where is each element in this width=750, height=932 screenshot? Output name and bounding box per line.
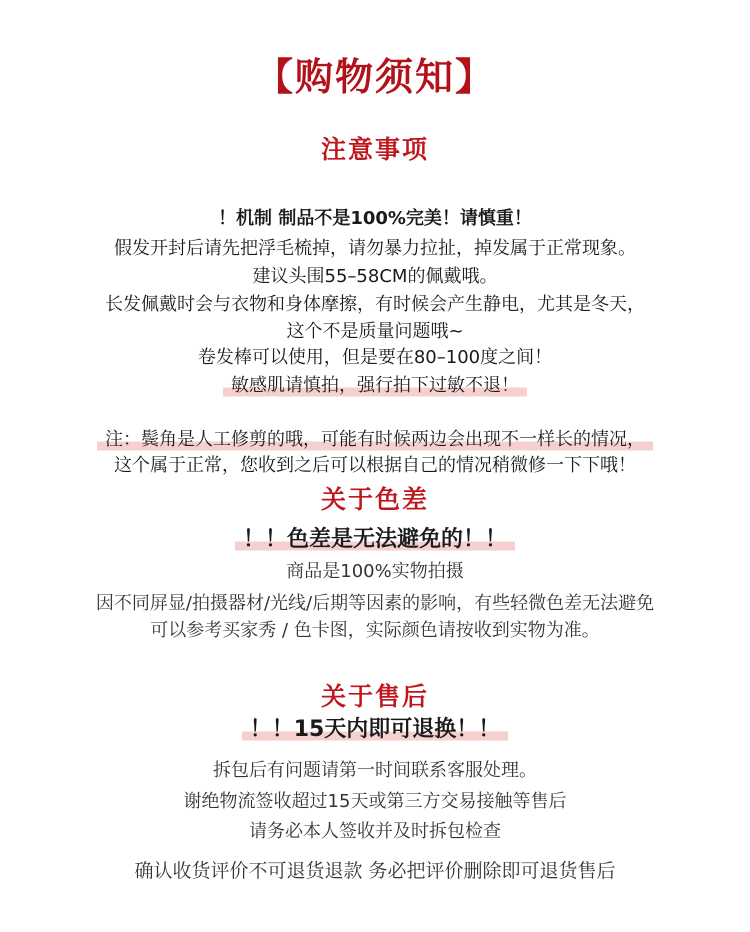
notice-line-7 — [0, 372, 750, 400]
notice-line-2: 假发开封后请先把浮毛梳掉，请勿暴力拉扯，掉发属于正常现象。 — [114, 238, 636, 259]
after-sale-line-4: 确认收货评价不可退货退款 务必把评价删除即可退货售后 — [134, 860, 616, 882]
notice-heading: 注意事项 — [320, 135, 429, 164]
notice-line-4: 长发佩戴时会与衣物和身体摩擦，有时候会产生静电，尤其是冬天， — [105, 294, 645, 315]
after-sale-line-1: 拆包后有问题请第一时间联系客服处理。 — [213, 760, 537, 781]
notice-line-1: ！机制 制品不是100%完美！请慎重！ — [218, 208, 532, 229]
color-diff-highlight: ！！色差是无法避免的！！ — [235, 526, 515, 554]
note-line-1 — [0, 426, 750, 454]
notice-line-5: 这个不是质量问题哦~ — [286, 321, 464, 342]
color-diff-line-1: 商品是100%实物拍摄 — [286, 561, 464, 582]
color-diff-heading: 关于色差 — [320, 485, 429, 514]
after-sale-line-3: 请务必本人签收并及时拆包检查 — [249, 821, 501, 842]
note-highlight: 注：鬓角是人工修剪的哦，可能有时候两边会出现不一样长的情况， — [97, 426, 653, 454]
after-sale-line-2: 谢绝物流签收超过15天或第三方交易接触等售后 — [183, 791, 567, 812]
after-sale-heading: 关于售后 — [320, 682, 429, 711]
color-diff-line-3: 可以参考买家秀 / 色卡图，实际颜色请按收到实物为准。 — [150, 620, 600, 641]
notice-line-3: 建议头围55–58CM的佩戴哦。 — [252, 266, 498, 287]
note-line-2: 这个属于正常，您收到之后可以根据自己的情况稍微修一下下哦！ — [114, 455, 636, 476]
notice-line-6: 卷发棒可以使用，但是要在80–100度之间！ — [197, 347, 553, 368]
color-diff-emphasis — [0, 526, 750, 554]
color-diff-line-2: 因不同屏显/拍摄器材/光线/后期等因素的影响，有些轻微色差无法避免 — [95, 593, 655, 614]
after-sale-emphasis — [0, 716, 750, 744]
page-title: 【购物须知】 — [254, 55, 495, 99]
notice-highlight: 敏感肌请慎拍，强行拍下过敏不退！ — [223, 372, 527, 400]
after-sale-highlight: ！！15天内即可退换！！ — [242, 716, 509, 744]
